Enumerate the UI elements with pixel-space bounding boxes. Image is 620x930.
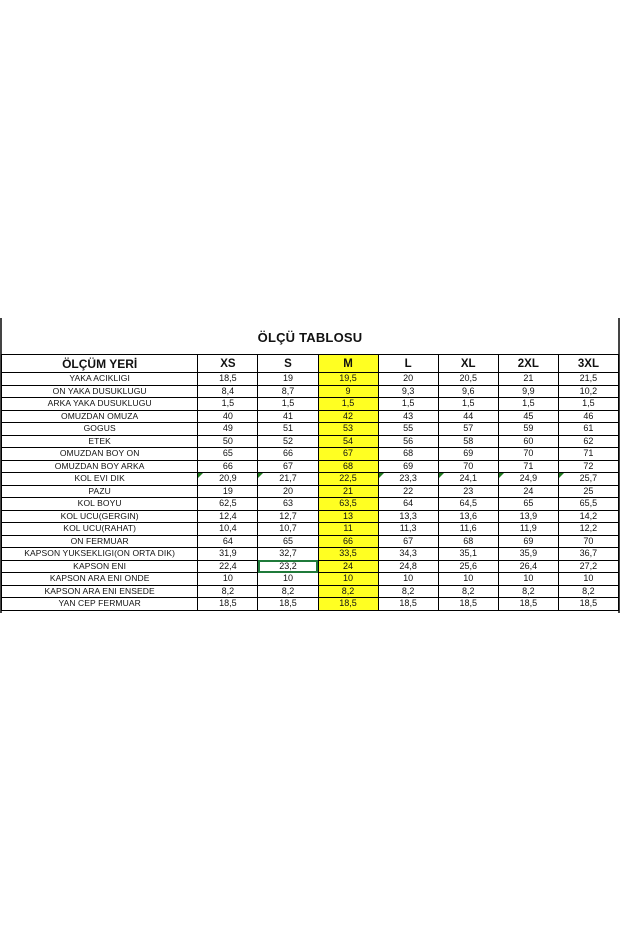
value-cell-m[interactable]: 66 [318, 535, 378, 548]
value-cell-3xl[interactable]: 1,5 [558, 398, 618, 411]
value-cell-xs[interactable]: 65 [198, 448, 258, 461]
value-cell-l[interactable]: 23,3 [378, 473, 438, 486]
table-row [2, 410, 619, 423]
value-cell-m[interactable]: 1,5 [318, 398, 378, 411]
value-cell-xl[interactable]: 44 [438, 410, 498, 423]
value-cell-xl[interactable]: 10 [438, 573, 498, 586]
value-cell-m[interactable]: 10 [318, 573, 378, 586]
measurement-label[interactable]: YAN CEP FERMUAR [2, 598, 198, 611]
value-cell-xl[interactable]: 9,6 [438, 385, 498, 398]
value-cell-m[interactable]: 13 [318, 510, 378, 523]
value-cell-m[interactable]: 24 [318, 560, 378, 573]
value-cell-xs[interactable]: 12,4 [198, 510, 258, 523]
value-cell-3xl[interactable]: 10 [558, 573, 618, 586]
value-cell-xs[interactable]: 18,5 [198, 598, 258, 611]
size-header-3xl[interactable]: 3XL [558, 355, 618, 373]
value-cell-l[interactable]: 20 [378, 373, 438, 386]
table-row [2, 485, 619, 498]
value-cell-l[interactable]: 43 [378, 410, 438, 423]
value-cell-s[interactable]: 32,7 [258, 548, 318, 561]
value-cell-xl[interactable]: 57 [438, 423, 498, 436]
value-cell-2xl[interactable]: 69 [498, 535, 558, 548]
size-header-l[interactable]: L [378, 355, 438, 373]
measurement-label[interactable]: ETEK [2, 435, 198, 448]
value-cell-3xl[interactable]: 25,7 [558, 473, 618, 486]
value-cell-2xl[interactable]: 8,2 [498, 585, 558, 598]
value-cell-3xl[interactable]: 10,2 [558, 385, 618, 398]
measurement-label[interactable]: KAPSON ENI [2, 560, 198, 573]
value-cell-3xl[interactable]: 70 [558, 535, 618, 548]
value-cell-3xl[interactable]: 18,5 [558, 598, 618, 611]
value-cell-xl[interactable]: 25,6 [438, 560, 498, 573]
value-cell-m[interactable]: 21 [318, 485, 378, 498]
value-cell-l[interactable]: 18,5 [378, 598, 438, 611]
value-cell-s[interactable]: 18,5 [258, 598, 318, 611]
value-cell-s[interactable]: 1,5 [258, 398, 318, 411]
value-cell-xs[interactable]: 18,5 [198, 373, 258, 386]
value-cell-2xl[interactable]: 1,5 [498, 398, 558, 411]
measurement-label[interactable]: ON FERMUAR [2, 535, 198, 548]
measurement-label[interactable]: OMUZDAN BOY ON [2, 448, 198, 461]
value-cell-3xl[interactable]: 71 [558, 448, 618, 461]
size-header-m[interactable]: M [318, 355, 378, 373]
value-cell-l[interactable]: 9,3 [378, 385, 438, 398]
value-cell-xl[interactable]: 69 [438, 448, 498, 461]
value-cell-m[interactable]: 67 [318, 448, 378, 461]
table-row [2, 560, 619, 573]
value-cell-2xl[interactable]: 18,5 [498, 598, 558, 611]
value-cell-xs[interactable]: 20,9 [198, 473, 258, 486]
value-cell-2xl[interactable]: 24,9 [498, 473, 558, 486]
page-title: ÖLÇÜ TABLOSU [257, 330, 363, 345]
measurement-label[interactable]: KAPSON ARA ENI ENSEDE [2, 585, 198, 598]
value-cell-xl[interactable]: 23 [438, 485, 498, 498]
measurement-label[interactable]: PAZU [2, 485, 198, 498]
value-cell-s[interactable]: 63 [258, 498, 318, 511]
size-header-s[interactable]: S [258, 355, 318, 373]
value-cell-xl[interactable]: 68 [438, 535, 498, 548]
value-cell-2xl[interactable]: 71 [498, 460, 558, 473]
table-row [2, 498, 619, 511]
value-cell-l[interactable]: 22 [378, 485, 438, 498]
value-cell-l[interactable]: 67 [378, 535, 438, 548]
value-cell-3xl[interactable]: 72 [558, 460, 618, 473]
measurement-label[interactable]: OMUZDAN OMUZA [2, 410, 198, 423]
value-cell-3xl[interactable]: 14,2 [558, 510, 618, 523]
value-cell-3xl[interactable]: 12,2 [558, 523, 618, 536]
value-cell-xl[interactable]: 18,5 [438, 598, 498, 611]
value-cell-m[interactable]: 9 [318, 385, 378, 398]
measurement-label[interactable]: OMUZDAN BOY ARKA [2, 460, 198, 473]
value-cell-l[interactable]: 34,3 [378, 548, 438, 561]
value-cell-2xl[interactable]: 35,9 [498, 548, 558, 561]
value-cell-xs[interactable]: 10,4 [198, 523, 258, 536]
value-cell-2xl[interactable]: 26,4 [498, 560, 558, 573]
value-cell-xs[interactable]: 10 [198, 573, 258, 586]
value-cell-s[interactable]: 10,7 [258, 523, 318, 536]
value-cell-xs[interactable]: 8,4 [198, 385, 258, 398]
table-row [2, 585, 619, 598]
value-cell-2xl[interactable]: 11,9 [498, 523, 558, 536]
value-cell-xl[interactable]: 13,6 [438, 510, 498, 523]
value-cell-s[interactable]: 20 [258, 485, 318, 498]
value-cell-l[interactable]: 56 [378, 435, 438, 448]
table-row [2, 598, 619, 611]
value-cell-xs[interactable]: 40 [198, 410, 258, 423]
value-cell-xs[interactable]: 50 [198, 435, 258, 448]
value-cell-s[interactable]: 41 [258, 410, 318, 423]
value-cell-3xl[interactable]: 65,5 [558, 498, 618, 511]
value-cell-2xl[interactable]: 21 [498, 373, 558, 386]
table-row [2, 573, 619, 586]
value-cell-2xl[interactable]: 24 [498, 485, 558, 498]
value-cell-xl[interactable]: 1,5 [438, 398, 498, 411]
table-row [2, 473, 619, 486]
value-cell-m[interactable]: 22,5 [318, 473, 378, 486]
value-cell-3xl[interactable]: 25 [558, 485, 618, 498]
value-cell-2xl[interactable]: 10 [498, 573, 558, 586]
value-cell-s[interactable]: 12,7 [258, 510, 318, 523]
value-cell-m[interactable]: 33,5 [318, 548, 378, 561]
table-row [2, 510, 619, 523]
value-cell-m[interactable]: 42 [318, 410, 378, 423]
value-cell-s[interactable]: 8,7 [258, 385, 318, 398]
value-cell-l[interactable]: 68 [378, 448, 438, 461]
value-cell-xs[interactable]: 22,4 [198, 560, 258, 573]
value-cell-xl[interactable]: 35,1 [438, 548, 498, 561]
measurement-label[interactable]: ARKA YAKA DUSUKLUGU [2, 398, 198, 411]
value-cell-xl[interactable]: 24,1 [438, 473, 498, 486]
value-cell-3xl[interactable]: 21,5 [558, 373, 618, 386]
value-cell-2xl[interactable]: 9,9 [498, 385, 558, 398]
value-cell-2xl[interactable]: 65 [498, 498, 558, 511]
value-cell-s[interactable]: 21,7 [258, 473, 318, 486]
value-cell-l[interactable]: 69 [378, 460, 438, 473]
value-cell-xs[interactable]: 31,9 [198, 548, 258, 561]
value-cell-xl[interactable]: 64,5 [438, 498, 498, 511]
value-cell-m[interactable]: 53 [318, 423, 378, 436]
value-cell-l[interactable]: 24,8 [378, 560, 438, 573]
value-cell-l[interactable]: 1,5 [378, 398, 438, 411]
size-header-xl[interactable]: XL [438, 355, 498, 373]
value-cell-m[interactable]: 11 [318, 523, 378, 536]
table-row [2, 535, 619, 548]
value-cell-xl[interactable]: 20,5 [438, 373, 498, 386]
value-cell-s[interactable]: 66 [258, 448, 318, 461]
table-row [2, 385, 619, 398]
value-cell-s[interactable]: 10 [258, 573, 318, 586]
table-row [2, 460, 619, 473]
value-cell-3xl[interactable]: 8,2 [558, 585, 618, 598]
measurement-label[interactable]: KOL BOYU [2, 498, 198, 511]
measurement-label[interactable]: YAKA ACIKLIGI [2, 373, 198, 386]
measurement-label[interactable]: KOL EVI DIK [2, 473, 198, 486]
value-cell-xl[interactable]: 11,6 [438, 523, 498, 536]
value-cell-xs[interactable]: 19 [198, 485, 258, 498]
value-cell-m[interactable]: 68 [318, 460, 378, 473]
measurement-label[interactable]: KOL UCU(GERGIN) [2, 510, 198, 523]
value-cell-l[interactable]: 8,2 [378, 585, 438, 598]
value-cell-3xl[interactable]: 36,7 [558, 548, 618, 561]
value-cell-xl[interactable]: 70 [438, 460, 498, 473]
value-cell-l[interactable]: 55 [378, 423, 438, 436]
value-cell-m[interactable]: 54 [318, 435, 378, 448]
size-header-xs[interactable]: XS [198, 355, 258, 373]
header-row [2, 355, 619, 373]
measurement-header[interactable]: ÖLÇÜM YERİ [2, 355, 198, 373]
measurement-label[interactable]: ON YAKA DUSUKLUGU [2, 385, 198, 398]
size-chart-table [1, 354, 619, 611]
value-cell-m[interactable]: 18,5 [318, 598, 378, 611]
value-cell-xs[interactable]: 1,5 [198, 398, 258, 411]
value-cell-l[interactable]: 10 [378, 573, 438, 586]
value-cell-2xl[interactable]: 60 [498, 435, 558, 448]
value-cell-m[interactable]: 63,5 [318, 498, 378, 511]
value-cell-3xl[interactable]: 27,2 [558, 560, 618, 573]
value-cell-2xl[interactable]: 59 [498, 423, 558, 436]
value-cell-s[interactable]: 19 [258, 373, 318, 386]
value-cell-m[interactable]: 8,2 [318, 585, 378, 598]
measurement-label[interactable]: KAPSON ARA ENI ONDE [2, 573, 198, 586]
value-cell-xs[interactable]: 8,2 [198, 585, 258, 598]
value-cell-3xl[interactable]: 61 [558, 423, 618, 436]
value-cell-l[interactable]: 64 [378, 498, 438, 511]
table-row [2, 523, 619, 536]
value-cell-2xl[interactable]: 45 [498, 410, 558, 423]
size-header-2xl[interactable]: 2XL [498, 355, 558, 373]
value-cell-3xl[interactable]: 62 [558, 435, 618, 448]
value-cell-xs[interactable]: 64 [198, 535, 258, 548]
value-cell-xs[interactable]: 49 [198, 423, 258, 436]
value-cell-3xl[interactable]: 46 [558, 410, 618, 423]
table-row [2, 398, 619, 411]
value-cell-s[interactable]: 23,2 [258, 560, 318, 573]
value-cell-s[interactable]: 65 [258, 535, 318, 548]
measurement-label[interactable]: KAPSON YUKSEKLIGI(ON ORTA DIK) [2, 548, 198, 561]
table-row [2, 373, 619, 386]
value-cell-xs[interactable]: 62,5 [198, 498, 258, 511]
value-cell-l[interactable]: 13,3 [378, 510, 438, 523]
measurement-label[interactable]: GOGUS [2, 423, 198, 436]
table-row [2, 448, 619, 461]
value-cell-xl[interactable]: 58 [438, 435, 498, 448]
value-cell-xs[interactable]: 66 [198, 460, 258, 473]
value-cell-xl[interactable]: 8,2 [438, 585, 498, 598]
value-cell-l[interactable]: 11,3 [378, 523, 438, 536]
table-row [2, 423, 619, 436]
value-cell-s[interactable]: 52 [258, 435, 318, 448]
value-cell-s[interactable]: 67 [258, 460, 318, 473]
value-cell-s[interactable]: 8,2 [258, 585, 318, 598]
measurement-label[interactable]: KOL UCU(RAHAT) [2, 523, 198, 536]
table-body [2, 373, 619, 611]
table-row [2, 435, 619, 448]
value-cell-s[interactable]: 51 [258, 423, 318, 436]
value-cell-2xl[interactable]: 70 [498, 448, 558, 461]
value-cell-2xl[interactable]: 13,9 [498, 510, 558, 523]
table-row [2, 548, 619, 561]
value-cell-m[interactable]: 19,5 [318, 373, 378, 386]
